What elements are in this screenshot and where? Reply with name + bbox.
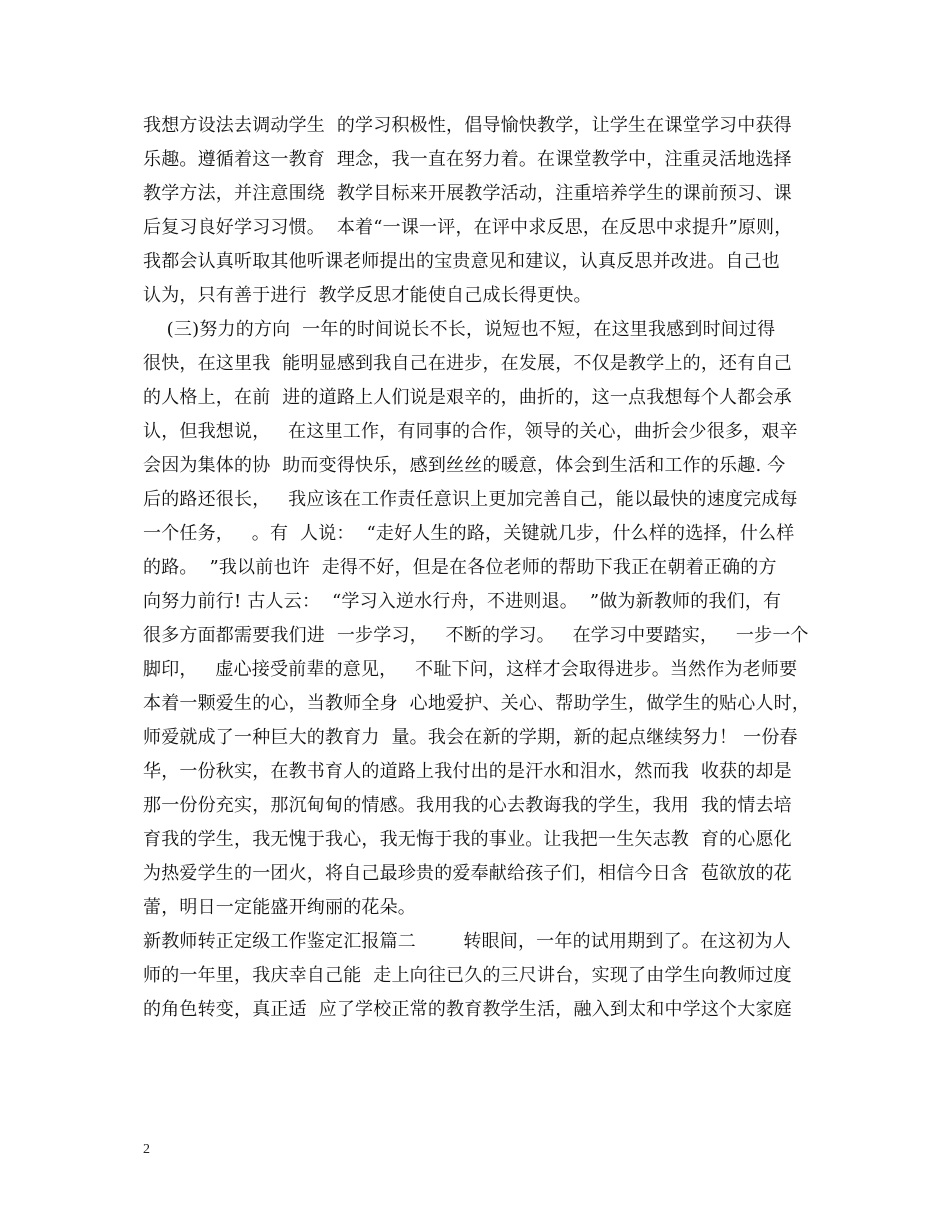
text-line: 华，一份秋实，在教书育人的道路上我付出的是汗水和泪水，然而我 收获的却是	[143, 761, 792, 782]
text-line: 的角色转变，真正适 应了学校正常的教育教学生活，融入到太和中学这个大家庭	[143, 999, 792, 1020]
text-line: 我想方设法去调动学生 的学习积极性，倡导愉快教学，让学生在课堂学习中获得	[143, 115, 792, 136]
text-line: 很快，在这里我 能明显感到我自己在进步，在发展，不仅是教学上的，还有自己	[143, 353, 792, 374]
text-line: 会因为集体的协 助而变得快乐，感到丝丝的暖意，体会到生活和工作的乐趣. 今	[143, 455, 786, 476]
text-line: 很多方面都需要我们进 一步学习， 不断的学习。 在学习中要踏实， 一步一个	[143, 625, 809, 646]
section-title-line: 新教师转正定级工作鉴定汇报篇二 转眼间，一年的试用期到了。在这初为人	[143, 931, 791, 952]
text-line: 本着一颗爱生的心，当教师全身 心地爱护、关心、帮助学生，做学生的贴心人时，	[143, 693, 811, 714]
section-heading-line: (三)努力的方向 一年的时间说长不长，说短也不短，在这里我感到时间过得	[143, 319, 776, 340]
text-line: 向努力前行! 古人云： “学习入逆水行舟，不进则退。 ”做为新教师的我们，有	[143, 591, 782, 612]
text-line: 脚印， 虚心接受前辈的意见， 不耻下问，这样才会取得进步。当然作为老师要	[143, 659, 798, 680]
text-line: 我都会认真听取其他听课老师提出的宝贵意见和建议，认真反思并改进。自己也	[143, 251, 780, 272]
page-number: 2	[143, 1142, 150, 1157]
text-line: 教学方法，并注意围绕 教学目标来开展教学活动，注重培养学生的课前预习、课	[143, 183, 792, 204]
text-line: 认，但我想说， 在这里工作，有同事的合作，领导的关心，曲折会少很多，艰辛	[143, 421, 798, 442]
text-line: 育我的学生，我无愧于我心，我无悔于我的事业。让我把一生矢志教 育的心愿化	[143, 829, 792, 850]
text-line: 后的路还很长， 我应该在工作责任意识上更加完善自己，能以最快的速度完成每	[143, 489, 798, 510]
text-line: 的路。 ”我以前也许 走得不好，但是在各位老师的帮助下我正在朝着正确的方	[143, 557, 777, 578]
text-line: 师的一年里，我庆幸自己能 走上向往已久的三尺讲台，实现了由学生向教师过度	[143, 965, 792, 986]
text-line: 的人格上，在前 进的道路上人们说是艰辛的，曲折的，这一点我想每个人都会承	[143, 387, 792, 408]
text-line: 为热爱学生的一团火，将自己最珍贵的爱奉献给孩子们，相信今日含 苞欲放的花	[143, 863, 792, 884]
text-line: 乐趣。遵循着这一教育 理念，我一直在努力着。在课堂教学中，注重灵活地选择	[143, 149, 792, 170]
text-line: 一个任务， 。有 人说： “走好人生的路，关键就几步，什么样的选择，什么样	[143, 523, 795, 544]
text-line: 师爱就成了一种巨大的教育力 量。我会在新的学期，新的起点继续努力！ 一份春	[143, 727, 798, 748]
text-line: 蕾，明日一定能盛开绚丽的花朵。	[143, 897, 416, 918]
text-line: 那一份份充实，那沉甸甸的情感。我用我的心去教诲我的学生，我用 我的情去培	[143, 795, 792, 816]
text-line: 认为，只有善于进行 教学反思才能使自己成长得更快。	[143, 285, 592, 306]
text-line: 后复习良好学习习惯。 本着“一课一评，在评中求反思，在反思中求提升”原则，	[143, 217, 793, 238]
